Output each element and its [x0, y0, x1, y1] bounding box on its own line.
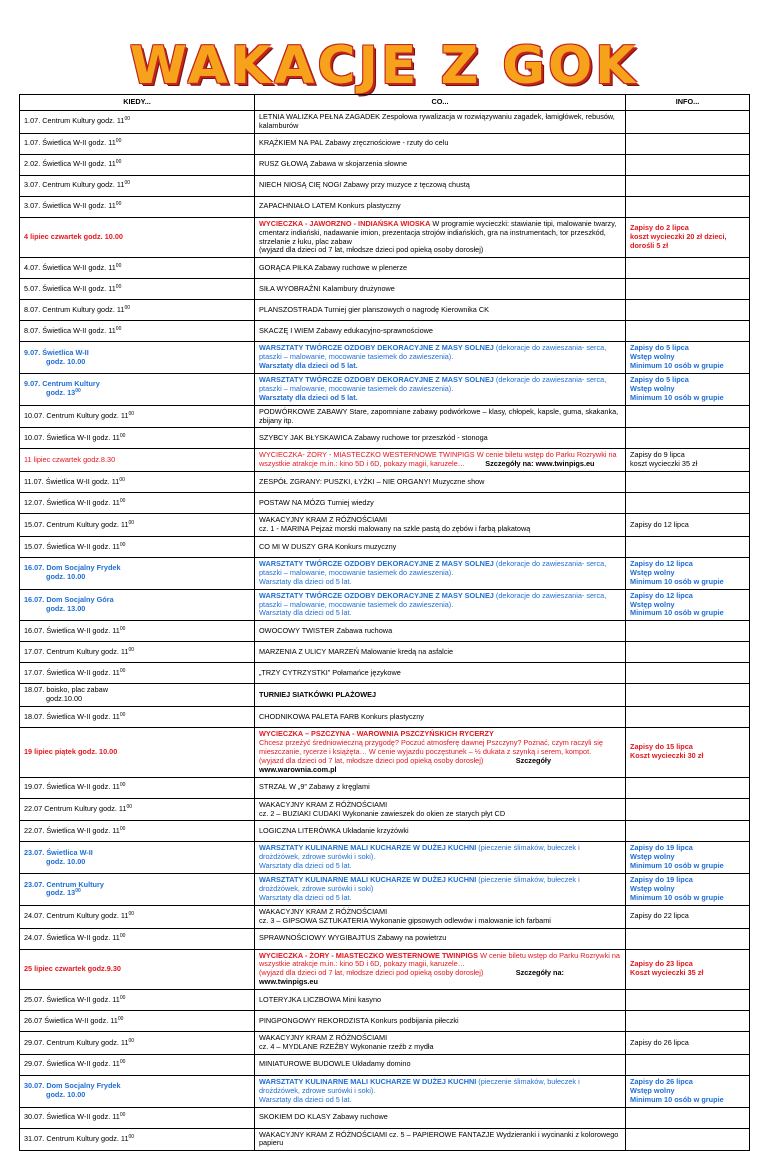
when-cell: 5.07. Świetlica W-II godz. $11^{00}$ [20, 279, 255, 300]
table-row [20, 154, 750, 175]
info-cell: Zapisy do 15 lipca Koszt wycieczki 30 zł [626, 728, 750, 777]
what-cell: WARSZTATY TWÓRCZE OZDOBY DEKORACYJNE Z MASY SOLNEJ (dekoracje do zawieszania- serca, ptaszki – malowanie, mocowanie tasiemek do zawieszenia). Warsztaty dla dzieci od 5 lat. [255, 558, 626, 590]
when-cell: 23.07. Świetlica W-II godz. 10.00 [20, 842, 255, 874]
table-row [20, 1075, 750, 1107]
when-cell: 10.07. Centrum Kultury godz. $11^{00}$ [20, 405, 255, 428]
table-row [20, 642, 750, 663]
what-cell: CHODNIKOWA PALETA FARB Konkurs plastyczny [255, 707, 626, 728]
header-when: KIEDY... [20, 95, 255, 111]
when-cell: 29.07. Świetlica W-II godz. $11^{00}$ [20, 1054, 255, 1075]
info-cell: Zapisy do 2 lipca koszt wycieczki 20 zł dzieci, dorośli 5 zł [626, 217, 750, 258]
what-cell: SZYBCY JAK BŁYSKAWICA Zabawy ruchowe tor przeszkód - stonoga [255, 428, 626, 449]
when-cell: 26.07 Świetlica W-II godz. $11^{00}$ [20, 1011, 255, 1032]
info-cell [626, 196, 750, 217]
info-cell [626, 472, 750, 493]
table-row [20, 321, 750, 342]
what-cell: SPRAWNOŚCIOWY WYGIBAJTUS Zabawy na powietrzu [255, 928, 626, 949]
table-row [20, 374, 750, 406]
table-row [20, 777, 750, 798]
when-cell: 18.07. boisko, plac zabaw godz.10.00 [20, 684, 255, 707]
table-row [20, 1011, 750, 1032]
info-cell [626, 1054, 750, 1075]
when-cell: 8.07. Świetlica W-II godz. $11^{00}$ [20, 321, 255, 342]
when-cell: 31.07. Centrum Kultury godz. $11^{00}$ [20, 1128, 255, 1151]
info-cell [626, 537, 750, 558]
table-row [20, 196, 750, 217]
what-cell: WARSZTATY KULINARNE MALI KUCHARZE W DUŻEJ KUCHNI (pieczenie ślimaków, bułeczek i drożdżówek, zdrowe surówki i soki) Warsztaty dla dzieci od 5 lat. [255, 874, 626, 906]
what-cell: „TRZY CYTRZYSTKI” Połamańce językowe [255, 663, 626, 684]
what-cell: WARSZTATY KULINARNE MALI KUCHARZE W DUŻEJ KUCHNI (pieczenie ślimaków, bułeczek i drożdżówek, zdrowe surówki i soki). Warsztaty dla dzieci od 5 lat. [255, 842, 626, 874]
table-row [20, 1128, 750, 1151]
info-cell: Zapisy do 12 lipca Wstęp wolny Minimum 10 osób w grupie [626, 558, 750, 590]
table-row [20, 405, 750, 428]
info-cell [626, 1107, 750, 1128]
info-cell [626, 175, 750, 196]
what-cell: WYCIECZKA – PSZCZYNA - WAROWNIA PSZCZYŃSKICH RYCERZY Chcesz przeżyć średniowieczną przygodę? Poczuć atmosferę dawnej Pszczyny? Poznać, czym raczyli się mieszczanie, rycerze i książęta… W cenie wyjazdu poczęstunek – ½ dukata z szynką i serem, kompot. (wyjazd dla dzieci od 7 lat, młodsze dzieci pod opieką osoby dorosłej) Szczegóły www.warownia.com.pl [255, 728, 626, 777]
table-row [20, 798, 750, 821]
when-cell: 24.07. Świetlica W-II godz. $11^{00}$ [20, 928, 255, 949]
table-row [20, 449, 750, 472]
info-cell [626, 428, 750, 449]
table-row [20, 990, 750, 1011]
info-cell [626, 684, 750, 707]
when-cell: 15.07. Świetlica W-II godz. $11^{00}$ [20, 537, 255, 558]
info-cell [626, 663, 750, 684]
when-cell: 10.07. Świetlica W-II godz. $11^{00}$ [20, 428, 255, 449]
info-cell [626, 821, 750, 842]
table-row [20, 428, 750, 449]
when-cell: 16.07. Świetlica W-II godz. $11^{00}$ [20, 621, 255, 642]
what-cell: WAKACYJNY KRAM Z RÓŻNOŚCIAMI cz. 5 – PAPIEROWE FANTAZJE Wydzieranki i wycinanki z kolorowego papieru [255, 1128, 626, 1151]
table-row [20, 1107, 750, 1128]
info-cell [626, 990, 750, 1011]
what-cell: OWOCOWY TWISTER Zabawa ruchowa [255, 621, 626, 642]
header-info: INFO... [626, 95, 750, 111]
when-cell: 19 lipiec piątek godz. 10.00 [20, 728, 255, 777]
what-cell: ZAPACHNIAŁO LATEM Konkurs plastyczny [255, 196, 626, 217]
info-cell [626, 321, 750, 342]
info-cell: Zapisy do 19 lipca Wstęp wolny Minimum 10 osób w grupie [626, 874, 750, 906]
when-cell: 4.07. Świetlica W-II godz. $11^{00}$ [20, 258, 255, 279]
info-cell: Zapisy do 26 lipca Wstęp wolny Minimum 10 osób w grupie [626, 1075, 750, 1107]
what-cell: WYCIECZKA - JAWORZNO - INDIAŃSKA WIOSKA W programie wycieczki: stawianie tipi, malowanie twarzy, cmentarz indiański, nadawanie imion, prezentacja strojów indiańskich, gra na instrumentach, tor przeszkód, strzelanie z łuku, plac zabaw (wyjazd dla dzieci od 7 lat, młodsze dzieci pod opieką osoby dorosłej) [255, 217, 626, 258]
info-cell [626, 258, 750, 279]
table-row [20, 258, 750, 279]
table-row [20, 537, 750, 558]
table-row [20, 684, 750, 707]
info-cell [626, 777, 750, 798]
what-cell: POSTAW NA MÓZG Turniej wiedzy [255, 493, 626, 514]
info-cell: Zapisy do 5 lipca Wstęp wolny Minimum 10 osób w grupie [626, 342, 750, 374]
table-row [20, 342, 750, 374]
table-row [20, 217, 750, 258]
info-cell [626, 405, 750, 428]
info-cell [626, 133, 750, 154]
when-cell: 9.07. Świetlica W-II godz. 10.00 [20, 342, 255, 374]
when-cell: 23.07. Centrum Kultury godz. $13^{00}$ [20, 874, 255, 906]
what-cell: WARSZTATY TWÓRCZE OZDOBY DEKORACYJNE Z MASY SOLNEJ (dekoracje do zawieszania- serca, ptaszki – malowanie, mocowanie tasiemek do zawieszenia). Warsztaty dla dzieci od 5 lat. [255, 374, 626, 406]
when-cell: 3.07. Centrum Kultury godz. $11^{00}$ [20, 175, 255, 196]
info-cell [626, 798, 750, 821]
info-cell: Zapisy do 12 lipca Wstęp wolny Minimum 10 osób w grupie [626, 589, 750, 621]
info-cell: Zapisy do 12 lipca [626, 514, 750, 537]
what-cell: LOGICZNA LITERÓWKA Układanie krzyżówki [255, 821, 626, 842]
when-cell: 9.07. Centrum Kultury godz. $13^{00}$ [20, 374, 255, 406]
what-cell: RUSZ GŁOWĄ Zabawa w skojarzenia słowne [255, 154, 626, 175]
when-cell: 11.07. Świetlica W-II godz. $11^{00}$ [20, 472, 255, 493]
info-cell [626, 928, 750, 949]
when-cell: 1.07. Centrum Kultury godz. $11^{00}$ [20, 111, 255, 134]
info-cell [626, 707, 750, 728]
when-cell: 15.07. Centrum Kultury godz. $11^{00}$ [20, 514, 255, 537]
table-row [20, 493, 750, 514]
what-cell: LETNIA WALIZKA PEŁNA ZAGADEK Zespołowa rywalizacja w rozwiązywaniu zagadek, łamigłówek, rebusów, kalamburów [255, 111, 626, 134]
what-cell: PINGPONGOWY REKORDZISTA Konkurs podbijania piłeczki [255, 1011, 626, 1032]
what-cell: WAKACYJNY KRAM Z RÓŻNOŚCIAMI cz. 2 – BUZIAKI CUDAKI Wykonanie zawieszek do okien ze starych płyt CD [255, 798, 626, 821]
when-cell: 11 lipiec czwartek godz.8.30 [20, 449, 255, 472]
title-banner [0, 36, 768, 96]
what-cell: WAKACYJNY KRAM Z RÓŻNOŚCIAMI cz. 3 – GIPSOWA SZTUKATERIA Wykonanie gipsowych odlewów i malowanie ich farbami [255, 905, 626, 928]
table-row [20, 842, 750, 874]
page-title: WAKACJE Z GOK [129, 36, 639, 96]
table-row [20, 1032, 750, 1055]
info-cell: Zapisy do 23 lipca Koszt wycieczki 35 zł [626, 949, 750, 990]
info-cell [626, 111, 750, 134]
when-cell: 17.07. Świetlica W-II godz. $11^{00}$ [20, 663, 255, 684]
what-cell: WAKACYJNY KRAM Z RÓŻNOŚCIAMI cz. 4 – MYDLANE RZEŹBY Wykonanie rzeźb z mydła [255, 1032, 626, 1055]
table-row [20, 279, 750, 300]
table-row [20, 175, 750, 196]
when-cell: 8.07. Centrum Kultury godz. $11^{00}$ [20, 300, 255, 321]
info-cell: Zapisy do 26 lipca [626, 1032, 750, 1055]
info-cell [626, 154, 750, 175]
what-cell: WAKACYJNY KRAM Z RÓŻNOŚCIAMI cz. 1 - MARINA Pejzaż morski malowany na szkle pastą do zębów i farbą plakatową [255, 514, 626, 537]
table-row [20, 728, 750, 777]
when-cell: 12.07. Świetlica W-II godz. $11^{00}$ [20, 493, 255, 514]
what-cell: ZESPÓŁ ZGRANY: PUSZKI, ŁYŻKI – NIE ORGANY! Muzyczne show [255, 472, 626, 493]
info-cell: Zapisy do 22 lipca [626, 905, 750, 928]
info-cell [626, 1011, 750, 1032]
what-cell: WARSZTATY KULINARNE MALI KUCHARZE W DUŻEJ KUCHNI (pieczenie ślimaków, bułeczek i drożdżówek, zdrowe surówki i soki). Warsztaty dla dzieci od 5 lat. [255, 1075, 626, 1107]
table-row [20, 111, 750, 134]
table-row [20, 133, 750, 154]
what-cell: GORĄCA PIŁKA Zabawy ruchowe w plenerze [255, 258, 626, 279]
table-row [20, 663, 750, 684]
what-cell: MINIATUROWE BUDOWLE Układamy domino [255, 1054, 626, 1075]
table-row [20, 472, 750, 493]
table-row [20, 949, 750, 990]
table-row [20, 874, 750, 906]
info-cell [626, 1128, 750, 1151]
info-cell [626, 300, 750, 321]
table-row [20, 589, 750, 621]
table-row [20, 1054, 750, 1075]
table-row [20, 928, 750, 949]
when-cell: 1.07. Świetlica W-II godz. $11^{00}$ [20, 133, 255, 154]
when-cell: 3.07. Świetlica W-II godz. $11^{00}$ [20, 196, 255, 217]
when-cell: 18.07. Świetlica W-II godz. $11^{00}$ [20, 707, 255, 728]
when-cell: 2.02. Świetlica W-II godz. $11^{00}$ [20, 154, 255, 175]
info-cell [626, 493, 750, 514]
when-cell: 16.07. Dom Socjalny Frydek godz. 10.00 [20, 558, 255, 590]
what-cell: LOTERYJKA LICZBOWA Mini kasyno [255, 990, 626, 1011]
table-row [20, 905, 750, 928]
what-cell: CO MI W DUSZY GRA Konkurs muzyczny [255, 537, 626, 558]
what-cell: SKACZĘ I WIEM Zabawy edukacyjno-sprawnościowe [255, 321, 626, 342]
table-row [20, 300, 750, 321]
header-what: CO... [255, 95, 626, 111]
when-cell: 25 lipiec czwartek godz.9.30 [20, 949, 255, 990]
when-cell: 17.07. Centrum Kultury godz. $11^{00}$ [20, 642, 255, 663]
info-cell: Zapisy do 9 lipca koszt wycieczki 35 zł [626, 449, 750, 472]
what-cell: KRĄŻKIEM NA PAL Zabawy zręcznościowe - rzuty do celu [255, 133, 626, 154]
when-cell: 24.07. Centrum Kultury godz. $11^{00}$ [20, 905, 255, 928]
info-cell [626, 642, 750, 663]
what-cell: WYCIECZKA- ŻORY - MIASTECZKO WESTERNOWE TWINPIGS W cenie biletu wstęp do Parku Rozrywki na wszystkie atrakcje m.in.: kino 5D i 6D, pokazy magii, karuzele… Szczegóły na: www.twinpigs.eu [255, 449, 626, 472]
schedule-table [19, 94, 750, 1151]
what-cell: SIŁA WYOBRAŹNI Kalambury drużynowe [255, 279, 626, 300]
table-row [20, 821, 750, 842]
when-cell: 30.07. Świetlica W-II godz. $11^{00}$ [20, 1107, 255, 1128]
when-cell: 22.07. Świetlica W-II godz. $11^{00}$ [20, 821, 255, 842]
what-cell: WYCIECZKA - ŻORY - MIASTECZKO WESTERNOWE TWINPIGS W cenie biletu wstęp do Parku Rozrywki na wszystkie atrakcje m.in.: kino 5D i 6D, pokazy magii, karuzele… (wyjazd dla dzieci od 7 lat, młodsze dzieci pod opieką osoby dorosłej) Szczegóły na: www.twinpigs.eu [255, 949, 626, 990]
when-cell: 25.07. Świetlica W-II godz. $11^{00}$ [20, 990, 255, 1011]
info-cell [626, 621, 750, 642]
when-cell: 4 lipiec czwartek godz. 10.00 [20, 217, 255, 258]
what-cell: TURNIEJ SIATKÓWKI PLAŻOWEJ [255, 684, 626, 707]
what-cell: WARSZTATY TWÓRCZE OZDOBY DEKORACYJNE Z MASY SOLNEJ (dekoracje do zawieszania- serca, ptaszki – malowanie, mocowanie tasiemek do zawieszenia). Warsztaty dla dzieci od 5 lat. [255, 342, 626, 374]
table-row [20, 558, 750, 590]
table-row [20, 621, 750, 642]
table-row [20, 514, 750, 537]
what-cell: PODWÓRKOWE ZABAWY Stare, zapomniane zabawy podwórkowe – klasy, chłopek, kapsle, guma, skakanka, zbijany itp. [255, 405, 626, 428]
info-cell: Zapisy do 19 lipca Wstęp wolny Minimum 10 osób w grupie [626, 842, 750, 874]
what-cell: WARSZTATY TWÓRCZE OZDOBY DEKORACYJNE Z MASY SOLNEJ (dekoracje do zawieszania- serca, ptaszki – malowanie, mocowanie tasiemek do zawieszenia). Warsztaty dla dzieci od 5 lat. [255, 589, 626, 621]
what-cell: NIECH NIOSĄ CIĘ NOGI Zabawy przy muzyce z tęczową chustą [255, 175, 626, 196]
when-cell: 29.07. Centrum Kultury godz. $11^{00}$ [20, 1032, 255, 1055]
when-cell: 16.07. Dom Socjalny Góra godz. 13.00 [20, 589, 255, 621]
what-cell: PLANSZOSTRADA Turniej gier planszowych o nagrodę Kierownika CK [255, 300, 626, 321]
header-row [20, 95, 750, 111]
when-cell: 22.07 Centrum Kultury godz. $11^{00}$ [20, 798, 255, 821]
when-cell: 19.07. Świetlica W-II godz. $11^{00}$ [20, 777, 255, 798]
table-row [20, 707, 750, 728]
info-cell [626, 279, 750, 300]
when-cell: 30.07. Dom Socjalny Frydek godz. 10.00 [20, 1075, 255, 1107]
what-cell: SKOKIEM DO KLASY Zabawy ruchowe [255, 1107, 626, 1128]
what-cell: STRZAŁ W „9” Zabawy z kręglami [255, 777, 626, 798]
what-cell: MARZENIA Z ULICY MARZEŃ Malowanie kredą na asfalcie [255, 642, 626, 663]
info-cell: Zapisy do 5 lipca Wstęp wolny Minimum 10 osób w grupie [626, 374, 750, 406]
